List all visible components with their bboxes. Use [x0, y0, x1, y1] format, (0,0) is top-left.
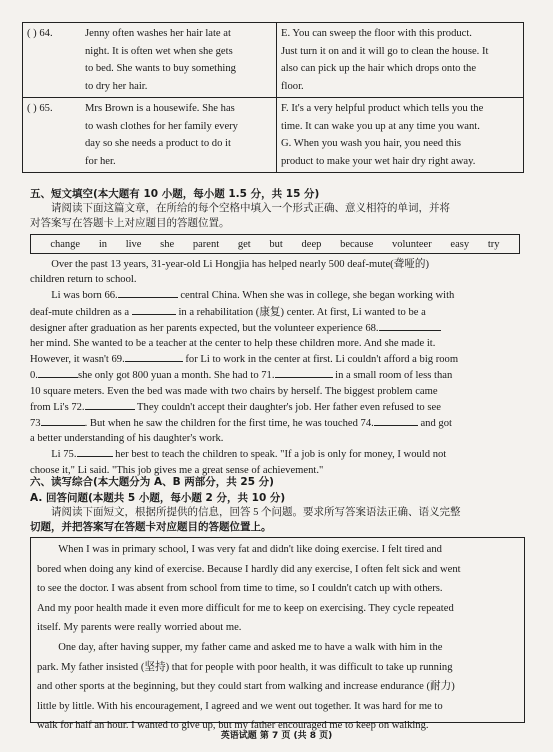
- option-text: Just turn it on and it will go to clean the house. It: [281, 45, 489, 57]
- passage-line: And my poor health made it even more difficult for me to keep on exercising. They cycle repeated: [37, 602, 454, 614]
- question-text: for her.: [85, 155, 116, 167]
- word-bank: [30, 234, 520, 254]
- option-fg-cell: [277, 98, 524, 173]
- passage-line: Over the past 13 years, 31-year-old Li Hongjia has helped nearly 500 deaf-mute(聋哑的): [51, 259, 429, 270]
- question-text: to bed. She wants to buy something: [85, 63, 236, 74]
- question-text: to dry her hair.: [85, 80, 148, 92]
- passage-line: choose it," Li said. "This job gives me a great sense of achievement.": [30, 464, 324, 476]
- question-text: night. It is often wet when she gets: [85, 45, 233, 57]
- option-text: floor.: [281, 80, 304, 92]
- passage-line: walk for half an hour. I wanted to give up, but my father encouraged me to keep on walking.: [37, 720, 429, 732]
- word-bank-item: she: [160, 238, 175, 250]
- matching-table: [22, 22, 524, 173]
- passage-line: from Li's 72. They couldn't accept their daughter's job. Her father even refused to see: [30, 399, 523, 415]
- passage-line: deaf-mute children as a in a rehabilitation (康复) center. At first, Li wanted to be a: [30, 304, 523, 320]
- section-5-instruction: 对答案写在答题卡上对应题目的答题位置。: [30, 218, 230, 229]
- option-text: G. When you wash you hair, you need this: [281, 138, 462, 149]
- question-65-cell: [23, 98, 277, 173]
- option-text: also can pick up the hair which drops onto the: [281, 63, 477, 74]
- question-number: ( ) 64.: [27, 28, 53, 39]
- answer-blank[interactable]: [379, 320, 441, 331]
- passage-line: park. My father insisted (坚持) that for people with poor health, it was difficult to take up running: [37, 661, 453, 673]
- section-6-heading: 六、读写综合(本大题分为 A、B 两部分，共 25 分): [30, 476, 274, 488]
- section-6-instruction: 请阅读下面短文，根据所提供的信息，回答 5 个问题。要求所写答案语法正确、语义完整: [51, 507, 461, 518]
- section-5-heading: 五、短文填空(本大题有 10 小题，每小题 1.5 分，共 15 分): [30, 188, 320, 200]
- answer-blank[interactable]: [85, 399, 135, 410]
- word-bank-item: volunteer: [392, 238, 432, 250]
- passage-line: 10 square meters. Even the bed was made with two chairs by herself. The biggest problem came: [30, 385, 438, 397]
- passage-line: 0. she only got 800 yuan a month. She had to 71. in a small room of less than: [30, 367, 523, 383]
- passage-line: little by little. With his encouragement, I agreed and we went out together. It was hard for me to: [37, 700, 443, 712]
- passage-line: children return to school.: [30, 274, 137, 286]
- passage-line: designer after graduation as her parents expected, but the volunteer experience 68.: [30, 320, 523, 336]
- answer-blank[interactable]: [77, 446, 113, 457]
- passage-line: to see the doctor. I was absent from school from time to time, so I couldn't catch up with others.: [37, 583, 443, 595]
- question-number: ( ) 65.: [27, 103, 53, 114]
- passage-line: Li was born 66. central China. When she was in college, she began working with: [30, 287, 523, 303]
- option-text: E. You can sweep the floor with this product.: [281, 28, 472, 39]
- question-text: to wash clothes for her family every: [85, 120, 238, 132]
- word-bank-item: deep: [301, 238, 322, 250]
- option-text: F. It's a very helpful product which tells you the: [281, 103, 484, 114]
- word-bank-item: but: [269, 238, 283, 250]
- passage-line: a better understanding of his daughter's work.: [30, 433, 224, 445]
- passage-line: itself. My parents were really worried about me.: [37, 622, 242, 634]
- answer-blank[interactable]: [275, 367, 333, 378]
- answer-blank[interactable]: [118, 287, 178, 298]
- table-row: [23, 98, 524, 173]
- answer-blank[interactable]: [125, 351, 183, 362]
- question-text: Mrs Brown is a housewife. She has: [85, 103, 235, 114]
- table-row: [23, 23, 524, 98]
- word-bank-item: try: [487, 238, 500, 250]
- word-bank-item: live: [125, 238, 142, 250]
- passage-line: 73 . But when he saw the children for the first time, he was touched 74. and got: [30, 415, 523, 431]
- option-text: product to make your wet hair dry right away.: [281, 155, 476, 167]
- page-footer: 英语试题 第 7 页 (共 8 页): [220, 731, 333, 741]
- passage-line: One day, after having supper, my father came and asked me to have a walk with him in the: [58, 641, 443, 653]
- passage-line: However, it wasn't 69. for Li to work in the center at first. Li couldn't afford a big room: [30, 351, 523, 367]
- passage-line: and other sports at the beginning, but they could start from walking and increase endurance (耐力): [37, 681, 455, 693]
- word-bank-item: because: [340, 238, 374, 250]
- word-bank-item: in: [98, 238, 107, 250]
- passage-line: When I was in primary school, I was very fat and didn't like doing exercise. I felt tired and: [58, 544, 442, 555]
- section-6a-heading: A. 回答问题(本题共 5 小题，每小题 2 分，共 10 分): [30, 492, 286, 504]
- passage-line: her mind. She wanted to be a teacher at the center to help these children more. And she made it.: [30, 338, 436, 350]
- passage-line: bored when doing any kind of exercise. Because I hardly did any exercise, I often felt sick and went: [37, 563, 461, 575]
- question-text: day so she needs a product to do it: [85, 138, 231, 149]
- answer-blank[interactable]: [41, 415, 85, 426]
- question-text: Jenny often washes her hair late at: [85, 28, 231, 39]
- cloze-passage: [30, 257, 523, 478]
- word-bank-item: easy: [450, 238, 470, 250]
- answer-blank[interactable]: [132, 304, 176, 315]
- reading-passage: [30, 537, 525, 732]
- word-bank-item: parent: [192, 238, 220, 250]
- word-bank-item: get: [237, 238, 251, 250]
- section-5-instruction: 请阅读下面这篇文章，在所给的每个空格中填入一个形式正确、意义相符的单词，并将: [51, 203, 450, 214]
- answer-blank[interactable]: [38, 367, 78, 378]
- section-6-instruction: 切题，并把答案写在答题卡对应题目的答题位置上。: [30, 522, 272, 533]
- answer-blank[interactable]: [374, 415, 418, 426]
- question-64-cell: [23, 23, 277, 98]
- option-e-cell: [277, 23, 524, 98]
- word-bank-item: change: [50, 238, 81, 250]
- option-text: time. It can wake you up at any time you want.: [281, 120, 480, 132]
- passage-line: Li 75. her best to teach the children to speak. "If a job is only for money, I would not: [30, 446, 523, 462]
